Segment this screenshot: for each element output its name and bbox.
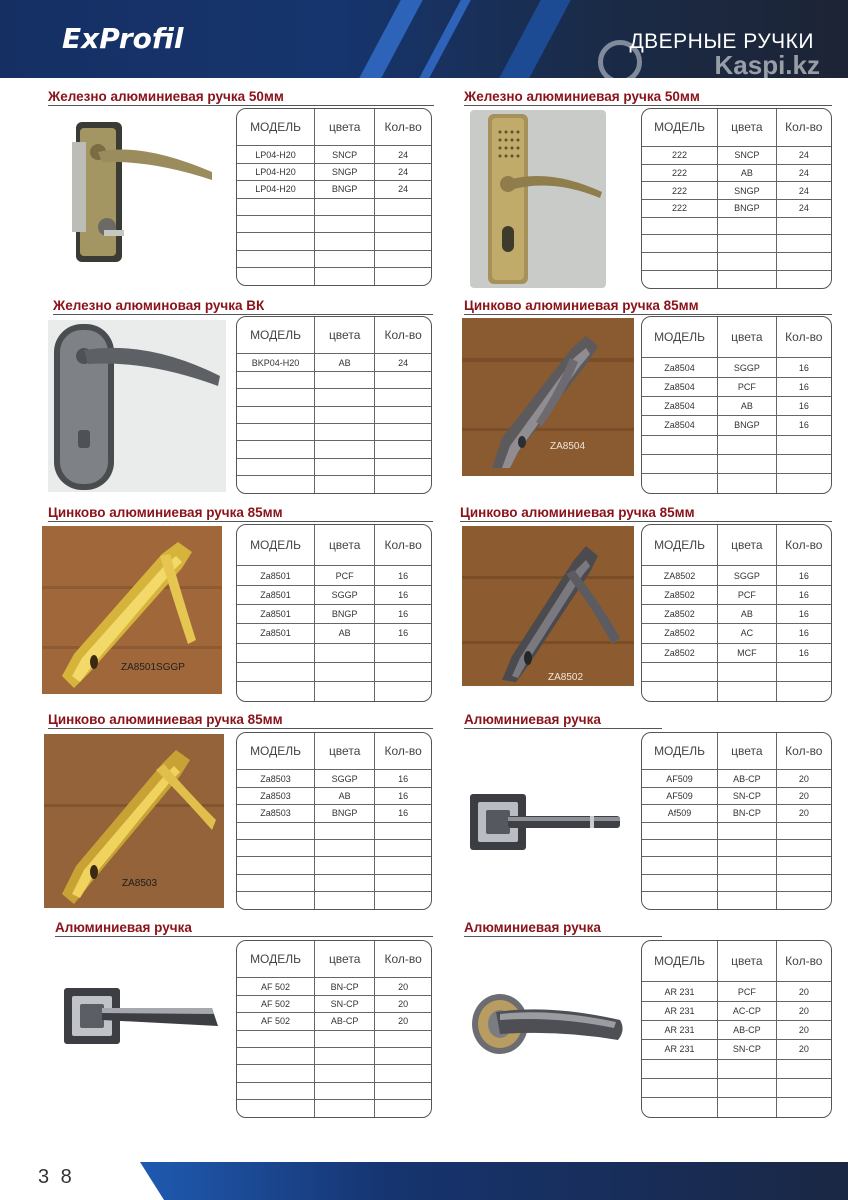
column-header-model: МОДЕЛЬ xyxy=(642,941,718,982)
cell-qty: 24 xyxy=(375,181,431,198)
cell-model: AR 231 xyxy=(642,1040,718,1059)
spec-table xyxy=(641,316,832,494)
table-row xyxy=(642,270,831,288)
table-row xyxy=(642,643,831,662)
product-photo-af502 xyxy=(62,986,220,1048)
cell-model: ZA8502 xyxy=(642,566,718,585)
table-row xyxy=(237,604,431,623)
table-header-row xyxy=(237,317,431,354)
table-row xyxy=(642,1059,831,1078)
column-header-color: цвета xyxy=(315,317,375,354)
spec-table-grid xyxy=(642,317,831,493)
cell-qty: 20 xyxy=(375,978,431,995)
cell-model: LP04-H20 xyxy=(237,163,315,180)
table-row xyxy=(642,253,831,271)
spec-table xyxy=(641,524,832,702)
table-row xyxy=(237,476,431,493)
cell-color: BNGP xyxy=(718,200,777,218)
table-row xyxy=(642,982,831,1001)
product-photo-af509 xyxy=(468,786,624,856)
column-header-model: МОДЕЛЬ xyxy=(642,525,718,566)
table-row xyxy=(642,585,831,604)
header-stripe xyxy=(499,0,570,78)
table-row xyxy=(642,566,831,585)
table-row xyxy=(237,406,431,423)
table-row xyxy=(237,1013,431,1030)
column-header-model: МОДЕЛЬ xyxy=(237,941,315,978)
cell-model: AR 231 xyxy=(642,1001,718,1020)
table-row xyxy=(237,662,431,681)
cell-qty: 16 xyxy=(776,358,831,377)
section-title: Железно алюминиевая ручка 50мм xyxy=(464,89,700,104)
spec-table-grid xyxy=(642,109,831,288)
page-header xyxy=(0,0,848,78)
spec-table-grid xyxy=(237,109,431,285)
cell-color: BNGP xyxy=(718,416,777,435)
cell-model: AF509 xyxy=(642,787,718,804)
table-row xyxy=(642,839,831,856)
section-divider xyxy=(53,314,433,315)
table-row xyxy=(642,682,831,701)
cell-model: Za8503 xyxy=(237,787,315,804)
cell-qty: 16 xyxy=(375,805,431,822)
product-photo-ar231 xyxy=(470,990,626,1056)
spec-table-grid xyxy=(642,525,831,701)
table-row xyxy=(642,235,831,253)
column-header-qty: Кол-во xyxy=(375,733,431,770)
table-row xyxy=(237,805,431,822)
cell-color: AB xyxy=(315,787,375,804)
spec-table xyxy=(236,940,432,1118)
cell-qty: 24 xyxy=(375,354,431,371)
table-row xyxy=(642,1020,831,1039)
cell-model: LP04-H20 xyxy=(237,146,315,163)
table-row xyxy=(237,371,431,388)
column-header-model: МОДЕЛЬ xyxy=(237,733,315,770)
cell-color: AB xyxy=(718,396,777,415)
cell-model: AR 231 xyxy=(642,1020,718,1039)
table-row xyxy=(642,857,831,874)
column-header-model: МОДЕЛЬ xyxy=(642,317,718,358)
column-header-qty: Кол-во xyxy=(776,109,831,146)
cell-qty: 20 xyxy=(776,1020,831,1039)
table-row xyxy=(642,164,831,182)
cell-qty: 20 xyxy=(776,1040,831,1059)
header-stripe xyxy=(419,0,470,78)
section-title: Алюминиевая ручка xyxy=(464,712,601,727)
cell-model: BKP04-H20 xyxy=(237,354,315,371)
cell-qty: 20 xyxy=(776,1001,831,1020)
table-row xyxy=(237,1065,431,1082)
table-row xyxy=(237,995,431,1012)
cell-model: Za8502 xyxy=(642,604,718,623)
section-title: Алюминиевая ручка xyxy=(55,920,192,935)
table-row xyxy=(237,146,431,163)
section-title: Цинково алюминиевая ручка 85мм xyxy=(460,505,695,520)
cell-model: Af509 xyxy=(642,805,718,822)
table-row xyxy=(642,892,831,909)
spec-table xyxy=(641,940,832,1118)
column-header-color: цвета xyxy=(718,733,777,770)
spec-table xyxy=(236,108,432,286)
cell-color: BNGP xyxy=(315,604,375,623)
cell-model: 222 xyxy=(642,182,718,200)
table-row xyxy=(237,874,431,891)
table-row xyxy=(237,566,431,585)
table-row xyxy=(237,423,431,440)
spec-table xyxy=(641,732,832,910)
table-row xyxy=(237,585,431,604)
cell-model: AF509 xyxy=(642,770,718,787)
cell-color: AB xyxy=(315,624,375,643)
table-row xyxy=(642,787,831,804)
cell-qty: 16 xyxy=(776,643,831,662)
table-header-row xyxy=(642,109,831,146)
cell-color: SNCP xyxy=(315,146,375,163)
column-header-color: цвета xyxy=(718,525,777,566)
table-row xyxy=(642,874,831,891)
spec-table-grid xyxy=(237,525,431,701)
product-photo-lp04 xyxy=(62,112,228,277)
section-divider xyxy=(464,314,832,315)
column-header-model: МОДЕЛЬ xyxy=(237,109,315,146)
table-row xyxy=(237,787,431,804)
cell-qty: 16 xyxy=(375,585,431,604)
cell-model: Za8502 xyxy=(642,643,718,662)
table-row xyxy=(642,396,831,415)
section-title: Цинково алюминиевая ручка 85мм xyxy=(48,712,283,727)
cell-qty: 16 xyxy=(776,396,831,415)
cell-model: AF 502 xyxy=(237,978,315,995)
column-header-qty: Кол-во xyxy=(375,941,431,978)
cell-color: AC-CP xyxy=(718,1001,777,1020)
page-number: 3 8 xyxy=(38,1166,75,1188)
table-row xyxy=(642,1001,831,1020)
cell-color: AB-CP xyxy=(315,1013,375,1030)
table-header-row xyxy=(237,941,431,978)
cell-color: AB-CP xyxy=(718,1020,777,1039)
column-header-model: МОДЕЛЬ xyxy=(642,733,718,770)
table-row xyxy=(237,1047,431,1064)
table-row xyxy=(642,182,831,200)
cell-color: PCF xyxy=(315,566,375,585)
cell-color: AB xyxy=(718,604,777,623)
product-photo-222 xyxy=(470,110,606,288)
table-header-row xyxy=(642,733,831,770)
column-header-color: цвета xyxy=(315,109,375,146)
table-row xyxy=(237,857,431,874)
column-header-color: цвета xyxy=(718,317,777,358)
table-row xyxy=(237,389,431,406)
spec-table-grid xyxy=(237,733,431,909)
cell-color: AB xyxy=(718,164,777,182)
cell-model: Za8501 xyxy=(237,604,315,623)
cell-color: MCF xyxy=(718,643,777,662)
page-footer xyxy=(0,1158,848,1200)
table-row xyxy=(642,146,831,164)
table-row xyxy=(237,624,431,643)
cell-qty: 20 xyxy=(776,982,831,1001)
table-row xyxy=(237,198,431,215)
table-row xyxy=(642,217,831,235)
cell-color: AB xyxy=(315,354,375,371)
photo-caption: ZA8501SGGP xyxy=(121,662,185,673)
column-header-model: МОДЕЛЬ xyxy=(237,525,315,566)
cell-model: Za8502 xyxy=(642,624,718,643)
table-row xyxy=(237,1100,431,1117)
cell-qty: 24 xyxy=(776,146,831,164)
cell-model: Za8504 xyxy=(642,416,718,435)
cell-color: BNGP xyxy=(315,805,375,822)
cell-model: Za8501 xyxy=(237,624,315,643)
spec-table-grid xyxy=(237,941,431,1117)
cell-color: SN-CP xyxy=(718,787,777,804)
cell-model: AR 231 xyxy=(642,982,718,1001)
column-header-qty: Кол-во xyxy=(776,941,831,982)
cell-qty: 20 xyxy=(776,787,831,804)
table-row xyxy=(642,604,831,623)
header-stripe xyxy=(359,0,422,78)
section-divider xyxy=(464,936,662,937)
cell-qty: 16 xyxy=(776,377,831,396)
column-header-color: цвета xyxy=(718,941,777,982)
column-header-qty: Кол-во xyxy=(375,525,431,566)
cell-model: Za8504 xyxy=(642,358,718,377)
cell-qty: 20 xyxy=(776,770,831,787)
table-row xyxy=(642,377,831,396)
cell-qty: 16 xyxy=(776,585,831,604)
footer-bar xyxy=(140,1162,848,1200)
cell-model: 222 xyxy=(642,146,718,164)
photo-caption: ZA8502 xyxy=(548,672,584,683)
cell-color: SGGP xyxy=(315,585,375,604)
table-row xyxy=(642,662,831,681)
table-row xyxy=(237,978,431,995)
photo-caption: ZA8504 xyxy=(550,441,586,452)
cell-color: SGGP xyxy=(718,566,777,585)
cell-qty: 16 xyxy=(375,566,431,585)
table-row xyxy=(237,770,431,787)
table-row xyxy=(237,839,431,856)
table-row xyxy=(237,163,431,180)
cell-model: LP04-H20 xyxy=(237,181,315,198)
cell-model: 222 xyxy=(642,164,718,182)
cell-qty: 20 xyxy=(375,1013,431,1030)
table-row xyxy=(237,268,431,285)
table-row xyxy=(237,822,431,839)
cell-color: AB-CP xyxy=(718,770,777,787)
cell-color: SNGP xyxy=(315,163,375,180)
spec-table-grid xyxy=(642,941,831,1117)
spec-table xyxy=(641,108,832,289)
section-title: Цинково алюминиевая ручка 85мм xyxy=(464,298,699,313)
cell-model: AF 502 xyxy=(237,1013,315,1030)
section-divider xyxy=(48,105,434,106)
column-header-color: цвета xyxy=(315,525,375,566)
table-row xyxy=(642,1098,831,1117)
column-header-color: цвета xyxy=(315,733,375,770)
cell-qty: 16 xyxy=(776,416,831,435)
spec-table xyxy=(236,316,432,494)
section-divider xyxy=(460,521,832,522)
section-title: Цинково алюминиевая ручка 85мм xyxy=(48,505,283,520)
spec-table xyxy=(236,524,432,702)
cell-qty: 16 xyxy=(375,787,431,804)
cell-color: AC xyxy=(718,624,777,643)
column-header-model: МОДЕЛЬ xyxy=(237,317,315,354)
section-title: Железно алюминиевая ручка 50мм xyxy=(48,89,284,104)
table-row xyxy=(642,454,831,473)
table-row xyxy=(237,458,431,475)
cell-qty: 24 xyxy=(375,146,431,163)
spec-table xyxy=(236,732,432,910)
page-title: ДВЕРНЫЕ РУЧКИ xyxy=(629,30,814,53)
spec-table-grid xyxy=(642,733,831,909)
cell-qty: 20 xyxy=(776,805,831,822)
section-title: Железно алюминовая ручка ВК xyxy=(53,298,265,313)
cell-color: BN-CP xyxy=(315,978,375,995)
section-divider xyxy=(55,936,433,937)
table-row xyxy=(237,441,431,458)
table-header-row xyxy=(237,525,431,566)
table-row xyxy=(237,233,431,250)
cell-qty: 16 xyxy=(776,566,831,585)
cell-qty: 24 xyxy=(776,200,831,218)
product-photo-za8504 xyxy=(462,318,634,476)
table-row xyxy=(642,474,831,493)
table-row xyxy=(642,1078,831,1097)
table-row xyxy=(237,1082,431,1099)
cell-qty: 16 xyxy=(375,624,431,643)
cell-model: Za8501 xyxy=(237,566,315,585)
cell-color: BNGP xyxy=(315,181,375,198)
table-row xyxy=(642,1040,831,1059)
cell-color: SN-CP xyxy=(315,995,375,1012)
table-row xyxy=(237,354,431,371)
cell-model: 222 xyxy=(642,200,718,218)
table-row xyxy=(642,624,831,643)
cell-model: Za8503 xyxy=(237,805,315,822)
cell-qty: 24 xyxy=(776,164,831,182)
watermark: Kaspi.kz xyxy=(714,50,820,78)
cell-qty: 16 xyxy=(375,604,431,623)
product-photo-bkp04 xyxy=(48,320,226,492)
column-header-model: МОДЕЛЬ xyxy=(642,109,718,146)
section-divider xyxy=(464,728,662,729)
column-header-qty: Кол-во xyxy=(776,525,831,566)
table-row xyxy=(237,643,431,662)
table-row xyxy=(237,682,431,701)
column-header-qty: Кол-во xyxy=(776,317,831,358)
column-header-qty: Кол-во xyxy=(375,317,431,354)
cell-model: Za8504 xyxy=(642,377,718,396)
column-header-qty: Кол-во xyxy=(375,109,431,146)
cell-color: SNGP xyxy=(718,182,777,200)
cell-model: Za8502 xyxy=(642,585,718,604)
cell-color: PCF xyxy=(718,585,777,604)
table-header-row xyxy=(642,317,831,358)
cell-color: SNCP xyxy=(718,146,777,164)
section-divider xyxy=(48,521,433,522)
cell-qty: 24 xyxy=(776,182,831,200)
table-row xyxy=(237,1030,431,1047)
cell-color: SN-CP xyxy=(718,1040,777,1059)
cell-qty: 20 xyxy=(375,995,431,1012)
cell-color: SGGP xyxy=(718,358,777,377)
table-row xyxy=(642,435,831,454)
table-row xyxy=(237,181,431,198)
cell-qty: 16 xyxy=(776,624,831,643)
photo-caption: ZA8503 xyxy=(122,878,158,889)
cell-qty: 16 xyxy=(776,604,831,623)
section-title: Алюминиевая ручка xyxy=(464,920,601,935)
table-row xyxy=(642,358,831,377)
cell-model: Za8501 xyxy=(237,585,315,604)
cell-qty: 16 xyxy=(375,770,431,787)
cell-model: Za8504 xyxy=(642,396,718,415)
table-row xyxy=(237,250,431,267)
column-header-color: цвета xyxy=(315,941,375,978)
product-photo-za8502 xyxy=(462,526,634,686)
table-row xyxy=(237,215,431,232)
column-header-color: цвета xyxy=(718,109,777,146)
spec-table-grid xyxy=(237,317,431,493)
cell-color: SGGP xyxy=(315,770,375,787)
table-row xyxy=(237,892,431,909)
table-row xyxy=(642,770,831,787)
column-header-qty: Кол-во xyxy=(776,733,831,770)
table-row xyxy=(642,805,831,822)
section-divider xyxy=(464,105,832,106)
table-header-row xyxy=(642,941,831,982)
table-row xyxy=(642,200,831,218)
table-header-row xyxy=(237,733,431,770)
section-divider xyxy=(48,728,433,729)
brand-logo: ExProfil xyxy=(62,22,184,55)
cell-model: Za8503 xyxy=(237,770,315,787)
table-header-row xyxy=(642,525,831,566)
cell-model: AF 502 xyxy=(237,995,315,1012)
table-row xyxy=(642,416,831,435)
cell-color: PCF xyxy=(718,377,777,396)
table-header-row xyxy=(237,109,431,146)
cell-qty: 24 xyxy=(375,163,431,180)
cell-color: BN-CP xyxy=(718,805,777,822)
table-row xyxy=(642,822,831,839)
cell-color: PCF xyxy=(718,982,777,1001)
